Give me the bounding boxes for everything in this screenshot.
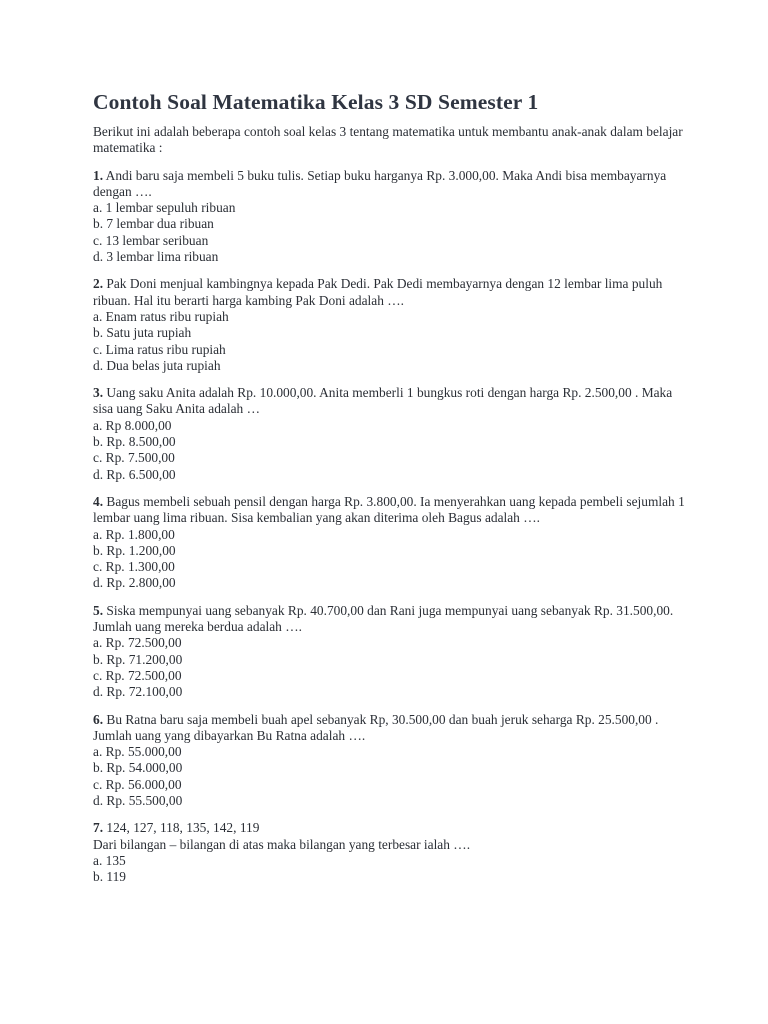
- option-list: [93, 309, 693, 374]
- question-number: 7.: [93, 820, 104, 836]
- question-text: Pak Doni menjual kambingnya kepada Pak Dedi. Pak Dedi membayarnya dengan 12 lembar lima puluh ribuan. Hal itu berarti harga kambing Pak Doni adalah ….: [93, 276, 663, 308]
- intro-paragraph: Berikut ini adalah beberapa contoh soal kelas 3 tentang matematika untuk membantu anak-anak dalam belajar matematika :: [93, 124, 683, 156]
- question-number: 4.: [93, 493, 104, 509]
- question-1: [93, 168, 693, 266]
- option-b: b. 119: [93, 869, 126, 885]
- option-a: a. Enam ratus ribu rupiah: [93, 308, 229, 324]
- question-text: Siska mempunyai uang sebanyak Rp. 40.700,00 dan Rani juga mempunyai uang sebanyak Rp. 31.500,00. Jumlah uang mereka berdua adalah ….: [93, 602, 674, 635]
- option-a: a. 135: [93, 852, 126, 868]
- question-3: [93, 385, 693, 483]
- option-b: b. Rp. 54.000,00: [93, 760, 183, 776]
- option-c: c. 13 lembar seribuan: [93, 232, 209, 248]
- option-d: d. Rp. 72.100,00: [93, 684, 183, 700]
- option-b: b. Rp. 1.200,00: [93, 542, 176, 558]
- question-7: [93, 820, 693, 885]
- option-b: b. 7 lembar dua ribuan: [93, 216, 214, 232]
- option-c: c. Rp. 7.500,00: [93, 450, 175, 466]
- question-text: Bu Ratna baru saja membeli buah apel sebanyak Rp, 30.500,00 dan buah jeruk seharga Rp. 25.500,00 . Jumlah uang yang dibayarkan Bu Ratna adalah ….: [93, 711, 659, 743]
- option-list: [93, 744, 693, 809]
- option-c: c. Rp. 72.500,00: [93, 667, 182, 683]
- option-b: b. Rp. 8.500,00: [93, 434, 176, 450]
- question-4: [93, 494, 693, 592]
- page-title: Contoh Soal Matematika Kelas 3 SD Semester 1: [93, 90, 539, 114]
- option-b: b. Rp. 71.200,00: [93, 651, 183, 667]
- option-list: [93, 200, 693, 265]
- option-a: a. Rp 8.000,00: [93, 417, 172, 433]
- option-list: [93, 635, 693, 700]
- option-a: a. Rp. 55.000,00: [93, 744, 182, 760]
- option-d: d. 3 lembar lima ribuan: [93, 249, 219, 265]
- question-5: [93, 603, 693, 701]
- option-list: [93, 527, 693, 592]
- question-text: Uang saku Anita adalah Rp. 10.000,00. Anita memberli 1 bungkus roti dengan harga Rp. 2.500,00 . Maka sisa uang Saku Anita adalah …: [93, 385, 673, 417]
- question-text: Andi baru saja membeli 5 buku tulis. Setiap buku harganya Rp. 3.000,00. Maka Andi bisa membayarnya dengan ….: [93, 167, 667, 199]
- question-number: 1.: [93, 167, 104, 183]
- option-d: d. Rp. 6.500,00: [93, 466, 176, 482]
- document-page: [93, 88, 693, 885]
- option-c: c. Rp. 1.300,00: [93, 559, 175, 575]
- option-list: [93, 853, 693, 886]
- option-c: c. Rp. 56.000,00: [93, 776, 182, 792]
- option-d: d. Rp. 2.800,00: [93, 575, 176, 591]
- option-c: c. Lima ratus ribu rupiah: [93, 341, 226, 357]
- question-number: 5.: [93, 602, 104, 618]
- number-sequence: 124, 127, 118, 135, 142, 119: [106, 820, 260, 836]
- option-a: a. 1 lembar sepuluh ribuan: [93, 200, 236, 216]
- question-number: 3.: [93, 385, 104, 401]
- question-6: [93, 712, 693, 810]
- question-2: [93, 276, 693, 374]
- question-number: 6.: [93, 711, 104, 727]
- question-number: 2.: [93, 276, 104, 292]
- option-d: d. Dua belas juta rupiah: [93, 357, 221, 373]
- option-a: a. Rp. 72.500,00: [93, 635, 182, 651]
- question-text: Dari bilangan – bilangan di atas maka bilangan yang terbesar ialah ….: [93, 836, 471, 852]
- option-a: a. Rp. 1.800,00: [93, 526, 175, 542]
- option-list: [93, 418, 693, 483]
- option-b: b. Satu juta rupiah: [93, 325, 192, 341]
- option-d: d. Rp. 55.500,00: [93, 792, 183, 808]
- question-text: Bagus membeli sebuah pensil dengan harga Rp. 3.800,00. Ia menyerahkan uang kepada pembeli sejumlah 1 lembar uang lima ribuan. Sisa kembalian yang akan diterima oleh Bagus adalah ….: [93, 493, 685, 526]
